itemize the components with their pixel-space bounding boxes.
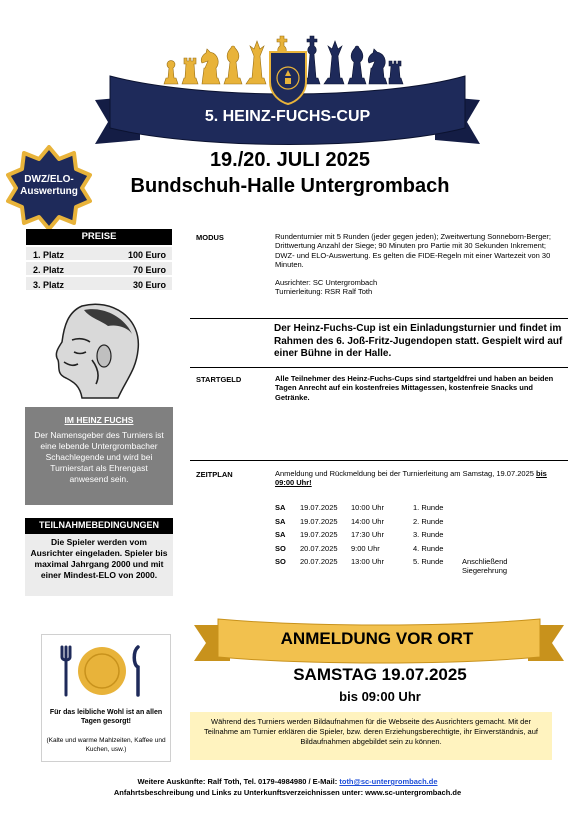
catering-title: Für das leibliche Wohl ist an allen Tagen gesorgt! [49, 709, 163, 725]
event-venue: Bundschuh-Halle Untergrombach [130, 175, 450, 197]
banner-title: 5. HEINZ-FUCHS-CUP [204, 108, 371, 125]
conditions-title: TEILNAHMEBEDINGUNGEN [25, 518, 173, 534]
schedule-table [275, 503, 565, 575]
namesake-info-box [25, 407, 173, 505]
table-row: SA 19.07.2025 10:00 Uhr 1. Runde [275, 503, 444, 512]
table-row: SO 20.07.2025 9:00 Uhr 4. Runde [275, 543, 444, 553]
prize-row: 1. Platz 100 Euro [26, 247, 172, 260]
table-row: SA 19.07.2025 14:00 Uhr 2. Runde [275, 516, 444, 526]
catering-details: (Kalte und warme Mahlzeiten, Kaffee und Kuchen, usw.) [46, 737, 166, 753]
namesake-text: Der Namensgeber des Turniers ist eine lebende Untergrombacher Schachlegende und wird bei Turnierstart als Ehrengast anwesend sein. [34, 430, 164, 484]
invitation-text: Der Heinz-Fuchs-Cup ist ein Einladungsturnier und findet im Rahmen des 6. Joß-Fritz-Jugendopen statt. Gespielt wird auf einer Bühne in der Halle. [274, 323, 563, 359]
director-text: Turnierleitung: RSR Ralf Toth [275, 287, 373, 297]
conditions-box [25, 518, 173, 596]
rating-badge-text: DWZ/ELO-Auswertung [20, 174, 78, 197]
conditions-text: Die Spieler werden vom Ausrichter eingeladen. Spieler bis maximal Jahrgang 2000 und mit einer Mindest-ELO von 2000. [30, 537, 168, 580]
modus-label: MODUS [196, 233, 224, 242]
namesake-title: IM HEINZ FUCHS [64, 415, 134, 425]
organizer-text: Ausrichter: SC Untergrombach [275, 277, 378, 287]
prizes-header: PREISE [26, 229, 172, 245]
divider [190, 367, 568, 368]
divider [190, 460, 568, 461]
zeitplan-label: ZEITPLAN [196, 470, 233, 479]
website-line: Anfahrtsbeschreibung und Links zu Unterkunftsverzeichnissen unter: www.sc-untergrombach.de [113, 788, 462, 797]
zeitplan-intro [275, 469, 565, 488]
contact-email-link[interactable]: toth@sc-untergrombach.de [339, 777, 438, 786]
prize-row: 3. Platz 30 Euro [26, 277, 172, 290]
plate-cutlery-icon [52, 641, 152, 701]
registration-time: bis 09:00 Uhr [339, 689, 421, 704]
photo-consent-note: Während des Turniers werden Bildaufnahmen für die Webseite des Ausrichters gemacht. Mit der Teilnahme am Turnier erklären die Spieler, bzw. deren Erziehungsberechtigte, ihr Einverständnis, auf Bildaufnahmen abgebildet sein zu können. [190, 712, 552, 760]
table-row: SA 19.07.2025 17:30 Uhr 3. Runde [275, 530, 444, 539]
contact-line [40, 777, 535, 786]
prizes-table [26, 229, 172, 290]
table-row: SO 20.07.2025 13:00 Uhr 5. Runde Anschließend Siegerehrung [275, 557, 508, 575]
startgeld-text: Alle Teilnehmer des Heinz-Fuchs-Cups sind startgeldfrei und haben an beiden Tagen Anrecht auf ein kostenfreies Mittagessen, kostenfreie Snacks und Getränke. [275, 374, 554, 402]
event-date: 19./20. JULI 2025 [209, 149, 371, 171]
modus-text: Rundenturnier mit 5 Runden (jeder gegen jeden); Zweitwertung Sonneborn-Berger; Drittwertung Anzahl der Siege; 90 Minuten pro Partie mit 30 Sekunden Inkrement; DWZ- und ELO-Auswertung. Es gelten die FIDE-Regeln mit einer Wartezeit von 30 Minuten. [275, 232, 551, 270]
club-logo [268, 50, 308, 106]
contact-text: Weitere Auskünfte: Ralf Toth, Tel. 0179-4984980 / E-Mail: [137, 777, 340, 786]
divider [190, 318, 568, 319]
registration-day: SAMSTAG 19.07.2025 [293, 665, 467, 684]
prize-row: 2. Platz 70 Euro [26, 262, 172, 275]
modus-section [275, 232, 565, 296]
zeitplan-intro-text: Anmeldung und Rückmeldung bei der Turnierleitung am Samstag, 19.07.2025 [275, 469, 534, 478]
startgeld-label: STARTGELD [196, 375, 242, 384]
portrait-illustration [52, 300, 144, 400]
registration-title: ANMELDUNG VOR ORT [280, 629, 474, 648]
zeitplan-deadline: bis 09:00 Uhr! [275, 469, 547, 488]
